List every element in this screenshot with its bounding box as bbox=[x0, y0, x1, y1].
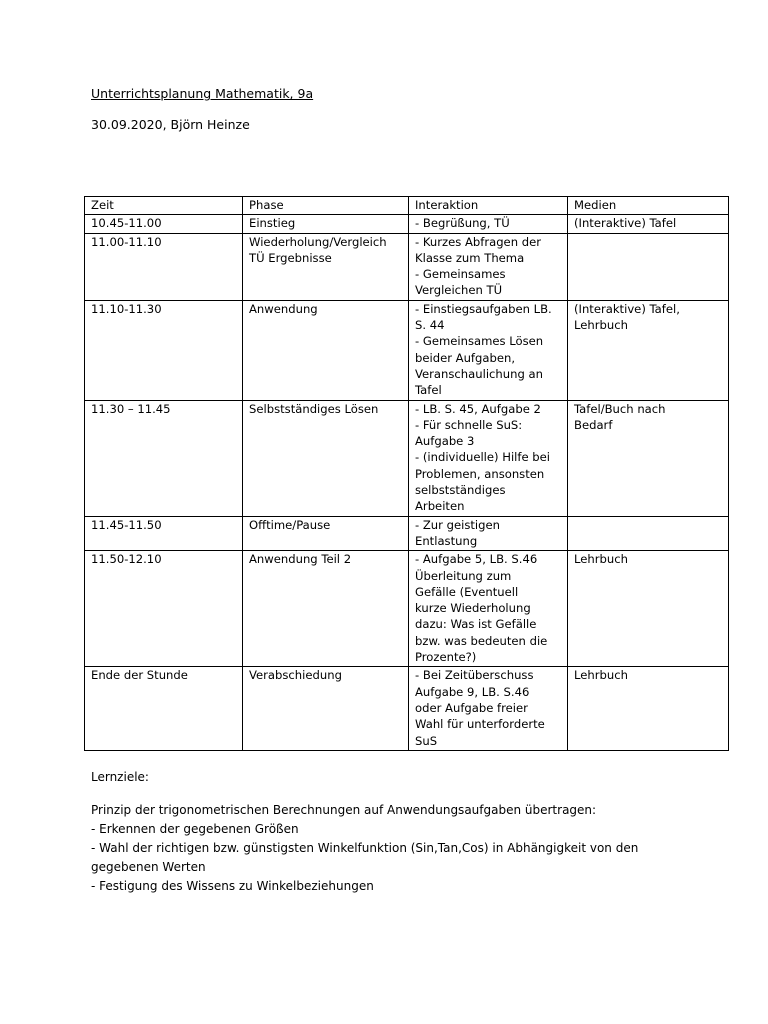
cell-line: SuS bbox=[415, 733, 438, 748]
cell-interaktion bbox=[409, 300, 568, 400]
cell-zeit: 11.10-11.30 bbox=[85, 300, 243, 400]
cell-medien bbox=[568, 215, 729, 233]
learning-goal-line: - Wahl der richtigen bzw. günstigsten Winkelfunktion (Sin,Tan,Cos) in Abhängigkeit von den bbox=[91, 841, 639, 855]
cell-phase bbox=[243, 215, 409, 233]
cell-zeit: 11.45-11.50 bbox=[85, 516, 243, 551]
cell-line: Lehrbuch bbox=[574, 552, 628, 567]
cell-line: Lehrbuch bbox=[574, 318, 628, 333]
cell-interaktion bbox=[409, 233, 568, 300]
learning-goal-line: gegebenen Werten bbox=[91, 860, 206, 874]
cell-line: Offtime/Pause bbox=[249, 517, 331, 532]
cell-line: - Bei Zeitüberschuss bbox=[415, 668, 534, 683]
table-row bbox=[85, 233, 729, 300]
cell-line: Aufgabe 9, LB. S.46 bbox=[415, 684, 530, 699]
document-date-author: 30.09.2020, Björn Heinze bbox=[91, 117, 250, 132]
table-header-row bbox=[85, 197, 729, 215]
cell-line: (Interaktive) Tafel bbox=[574, 216, 677, 231]
cell-line: (Interaktive) Tafel, bbox=[574, 301, 680, 316]
cell-medien bbox=[568, 551, 729, 667]
cell-line: dazu: Was ist Gefälle bbox=[415, 617, 537, 632]
cell-line: - (individuelle) Hilfe bei bbox=[415, 450, 551, 465]
table-row bbox=[85, 400, 729, 516]
cell-phase bbox=[243, 300, 409, 400]
cell-line: - Aufgabe 5, LB. S.46 bbox=[415, 552, 538, 567]
cell-line: selbstständiges bbox=[415, 483, 506, 498]
cell-zeit: 11.30 – 11.45 bbox=[85, 400, 243, 516]
cell-line: beider Aufgaben, bbox=[415, 350, 516, 365]
cell-line: - Für schnelle SuS: bbox=[415, 417, 523, 432]
cell-line: Selbstständiges Lösen bbox=[249, 401, 379, 416]
table-row bbox=[85, 667, 729, 750]
cell-medien bbox=[568, 233, 729, 300]
cell-zeit: 11.50-12.10 bbox=[85, 551, 243, 667]
cell-line: - Kurzes Abfragen der bbox=[415, 234, 541, 249]
learning-goal-line: Prinzip der trigonometrischen Berechnungen auf Anwendungsaufgaben übertragen: bbox=[91, 803, 597, 817]
cell-line: Problemen, ansonsten bbox=[415, 466, 545, 481]
learning-goals-list bbox=[91, 801, 711, 896]
cell-line: S. 44 bbox=[415, 318, 445, 333]
lesson-plan-table bbox=[84, 196, 729, 751]
cell-line: Bedarf bbox=[574, 417, 613, 432]
cell-line: Überleitung zum bbox=[415, 568, 512, 583]
cell-line: Anwendung bbox=[249, 301, 318, 316]
cell-line: - Zur geistigen bbox=[415, 517, 500, 532]
learning-goals-section bbox=[91, 768, 711, 896]
cell-line: Arbeiten bbox=[415, 499, 465, 514]
cell-interaktion bbox=[409, 516, 568, 551]
cell-medien bbox=[568, 516, 729, 551]
cell-interaktion bbox=[409, 400, 568, 516]
cell-line: kurze Wiederholung bbox=[415, 601, 531, 616]
cell-phase bbox=[243, 551, 409, 667]
column-header-medien: Medien bbox=[568, 197, 729, 215]
cell-line: bzw. was bedeuten die bbox=[415, 633, 548, 648]
table-row bbox=[85, 551, 729, 667]
cell-phase bbox=[243, 400, 409, 516]
cell-line: Veranschaulichung an bbox=[415, 366, 543, 381]
cell-line: Gefälle (Eventuell bbox=[415, 584, 519, 599]
cell-zeit: Ende der Stunde bbox=[85, 667, 243, 750]
cell-interaktion bbox=[409, 551, 568, 667]
cell-phase bbox=[243, 233, 409, 300]
cell-medien bbox=[568, 400, 729, 516]
cell-medien bbox=[568, 667, 729, 750]
cell-line: Wahl für unterforderte bbox=[415, 717, 545, 732]
cell-line: Lehrbuch bbox=[574, 668, 628, 683]
learning-goal-line: - Erkennen der gegebenen Größen bbox=[91, 822, 299, 836]
cell-zeit: 10.45-11.00 bbox=[85, 215, 243, 233]
cell-phase bbox=[243, 667, 409, 750]
cell-line: Verabschiedung bbox=[249, 668, 342, 683]
column-header-zeit: Zeit bbox=[85, 197, 243, 215]
cell-line: Anwendung Teil 2 bbox=[249, 552, 352, 567]
cell-line: Tafel/Buch nach bbox=[574, 401, 666, 416]
cell-line: oder Aufgabe freier bbox=[415, 700, 528, 715]
cell-line: - Gemeinsames Lösen bbox=[415, 334, 544, 349]
cell-line: Vergleichen TÜ bbox=[415, 283, 503, 298]
cell-line: - LB. S. 45, Aufgabe 2 bbox=[415, 401, 541, 416]
cell-line: - Gemeinsames bbox=[415, 267, 506, 282]
cell-line: - Einstiegsaufgaben LB. bbox=[415, 301, 552, 316]
table-row bbox=[85, 300, 729, 400]
cell-line: Aufgabe 3 bbox=[415, 434, 475, 449]
cell-line: Entlastung bbox=[415, 533, 478, 548]
cell-phase bbox=[243, 516, 409, 551]
cell-line: Prozente?) bbox=[415, 650, 477, 665]
cell-interaktion bbox=[409, 215, 568, 233]
cell-zeit: 11.00-11.10 bbox=[85, 233, 243, 300]
table-row bbox=[85, 215, 729, 233]
learning-goals-heading: Lernziele: bbox=[91, 770, 149, 784]
cell-line: Tafel bbox=[415, 383, 442, 398]
cell-medien bbox=[568, 300, 729, 400]
column-header-interaktion: Interaktion bbox=[409, 197, 568, 215]
learning-goal-line: - Festigung des Wissens zu Winkelbeziehungen bbox=[91, 879, 374, 893]
document-title: Unterrichtsplanung Mathematik, 9a bbox=[91, 86, 314, 101]
cell-interaktion bbox=[409, 667, 568, 750]
column-header-phase: Phase bbox=[243, 197, 409, 215]
cell-line: Einstieg bbox=[249, 216, 296, 231]
cell-line: - Begrüßung, TÜ bbox=[415, 216, 510, 231]
cell-line: Klasse zum Thema bbox=[415, 250, 525, 265]
cell-line: Wiederholung/Vergleich bbox=[249, 234, 387, 249]
cell-line: TÜ Ergebnisse bbox=[249, 250, 332, 265]
table-row bbox=[85, 516, 729, 551]
